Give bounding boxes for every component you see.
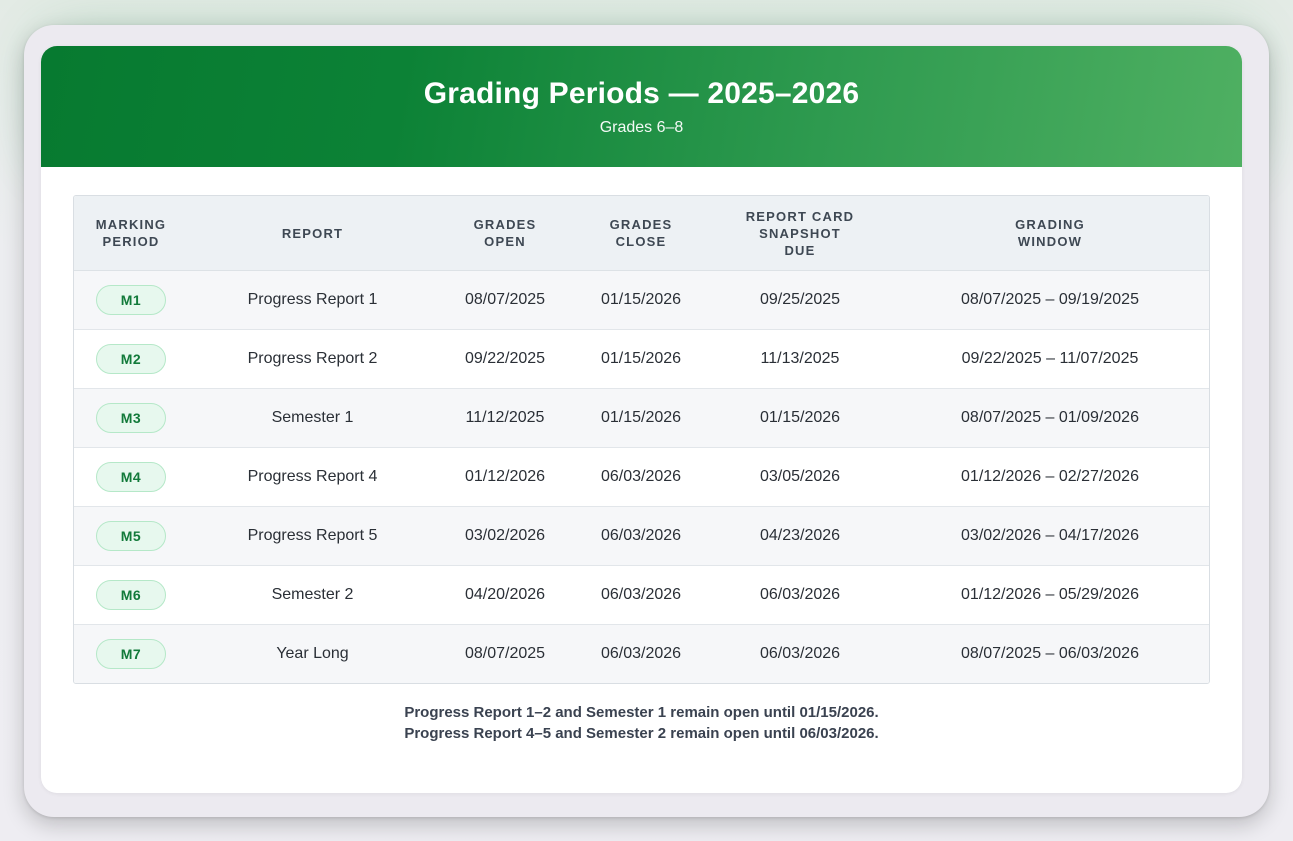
marking-period-cell	[74, 448, 188, 507]
grades-open-cell: 04/20/2026	[437, 566, 573, 625]
table-row	[74, 507, 1209, 566]
snapshot-due-cell: 04/23/2026	[709, 507, 891, 566]
marking-period-badge: M1	[96, 285, 166, 315]
table-row	[74, 271, 1209, 330]
grading-window-cell: 01/12/2026 – 05/29/2026	[891, 566, 1209, 625]
grades-close-cell: 06/03/2026	[573, 448, 709, 507]
grades-close-cell: 06/03/2026	[573, 566, 709, 625]
snapshot-due-cell: 03/05/2026	[709, 448, 891, 507]
page-subtitle: Grades 6–8	[599, 119, 684, 136]
report-cell: Semester 1	[188, 389, 437, 448]
grades-open-cell: 03/02/2026	[437, 507, 573, 566]
grades-close-cell: 01/15/2026	[573, 389, 709, 448]
snapshot-due-cell: 11/13/2025	[709, 330, 891, 389]
report-cell: Progress Report 2	[188, 330, 437, 389]
snapshot-due-cell: 01/15/2026	[709, 389, 891, 448]
column-header-report-card-snapshot-due: REPORT CARD SNAPSHOT DUE	[709, 196, 891, 271]
table-row	[74, 330, 1209, 389]
report-cell: Year Long	[188, 625, 437, 684]
grades-open-cell: 01/12/2026	[437, 448, 573, 507]
marking-period-badge: M6	[96, 580, 166, 610]
report-cell: Progress Report 1	[188, 271, 437, 330]
grading-window-cell: 01/12/2026 – 02/27/2026	[891, 448, 1209, 507]
marking-period-cell	[74, 566, 188, 625]
grades-close-cell: 06/03/2026	[573, 625, 709, 684]
grading-window-cell: 08/07/2025 – 01/09/2026	[891, 389, 1209, 448]
report-cell: Semester 2	[188, 566, 437, 625]
footer-note: Progress Report 4–5 and Semester 2 remain open until 06/03/2026.	[404, 725, 879, 742]
grades-close-cell: 06/03/2026	[573, 507, 709, 566]
marking-period-cell	[74, 389, 188, 448]
column-header-grades-open: GRADES OPEN	[437, 196, 573, 271]
grades-open-cell: 09/22/2025	[437, 330, 573, 389]
marking-period-badge: M3	[96, 403, 166, 433]
table-header-row	[74, 196, 1209, 271]
snapshot-due-cell: 06/03/2026	[709, 625, 891, 684]
report-cell: Progress Report 5	[188, 507, 437, 566]
marking-period-cell	[74, 507, 188, 566]
marking-period-cell	[74, 330, 188, 389]
table-row	[74, 389, 1209, 448]
snapshot-due-cell: 09/25/2025	[709, 271, 891, 330]
snapshot-due-cell: 06/03/2026	[709, 566, 891, 625]
grading-periods-table	[74, 196, 1209, 683]
footer-note: Progress Report 1–2 and Semester 1 remain open until 01/15/2026.	[404, 704, 879, 721]
marking-period-badge: M7	[96, 639, 166, 669]
marking-period-cell	[74, 625, 188, 684]
page-title: Grading Periods — 2025–2026	[423, 77, 860, 110]
column-header-marking-period: MARKING PERIOD	[74, 196, 188, 271]
grades-open-cell: 11/12/2025	[437, 389, 573, 448]
grading-periods-card	[41, 46, 1242, 793]
marking-period-badge: M5	[96, 521, 166, 551]
marking-period-badge: M4	[96, 462, 166, 492]
table-row	[74, 448, 1209, 507]
table-row	[74, 625, 1209, 684]
grading-periods-table-wrapper	[73, 195, 1210, 684]
marking-period-cell	[74, 271, 188, 330]
column-header-grades-close: GRADES CLOSE	[573, 196, 709, 271]
marking-period-badge: M2	[96, 344, 166, 374]
grading-window-cell: 09/22/2025 – 11/07/2025	[891, 330, 1209, 389]
grading-window-cell: 03/02/2026 – 04/17/2026	[891, 507, 1209, 566]
grades-open-cell: 08/07/2025	[437, 271, 573, 330]
grades-close-cell: 01/15/2026	[573, 271, 709, 330]
grades-open-cell: 08/07/2025	[437, 625, 573, 684]
grading-window-cell: 08/07/2025 – 06/03/2026	[891, 625, 1209, 684]
footer-notes	[41, 702, 1242, 744]
table-body	[74, 271, 1209, 684]
report-cell: Progress Report 4	[188, 448, 437, 507]
table-row	[74, 566, 1209, 625]
column-header-report: REPORT	[188, 196, 437, 271]
card-header	[41, 46, 1242, 167]
column-header-grading-window: GRADING WINDOW	[891, 196, 1209, 271]
grades-close-cell: 01/15/2026	[573, 330, 709, 389]
grading-window-cell: 08/07/2025 – 09/19/2025	[891, 271, 1209, 330]
